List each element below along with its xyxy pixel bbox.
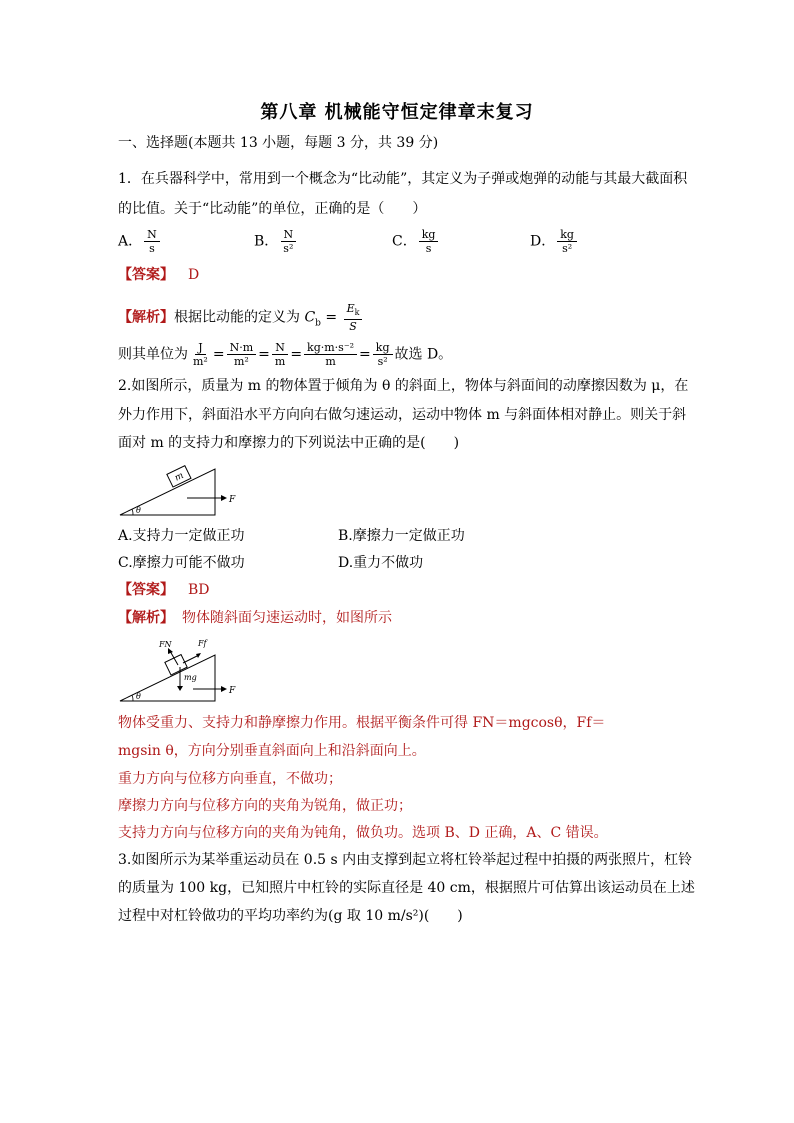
force-diagram	[115, 633, 245, 707]
option-fraction	[144, 228, 160, 255]
unit-fraction	[227, 341, 257, 368]
formula-fraction	[344, 302, 363, 333]
q2-explanation-1: 物体受重力、支持力和静摩擦力作用。根据平衡条件可得 FN＝mgcosθ，Ff＝	[118, 715, 606, 731]
fraction-denominator: s	[149, 242, 155, 255]
angle-arc	[132, 509, 133, 515]
fraction-numerator: N	[281, 228, 297, 242]
answer-value: BD	[188, 582, 210, 598]
fraction-numerator: kg	[557, 228, 577, 242]
unit-fraction	[304, 341, 357, 368]
formula-den: S	[349, 320, 357, 334]
q2-option-a: A.支持力一定做正功	[118, 528, 245, 544]
q2-option-b: B.摩擦力一定做正功	[338, 528, 465, 544]
analysis-tag: 【解析】	[118, 610, 174, 626]
answer-value: D	[188, 267, 200, 283]
option-fraction	[419, 228, 439, 255]
q1-answer	[118, 265, 199, 285]
q2-answer	[118, 580, 210, 600]
formula-lhs: C	[304, 309, 316, 326]
fraction-denominator: m	[325, 355, 336, 368]
friction-label: Ff	[198, 639, 207, 648]
option-letter: A．	[118, 233, 143, 250]
option-letter: C．	[392, 233, 417, 250]
unit-fraction	[190, 341, 211, 368]
fraction-denominator: m	[274, 355, 286, 368]
q2-option-c: C.摩擦力可能不做功	[118, 555, 245, 571]
block-shape	[165, 655, 187, 675]
fraction-denominator: s	[425, 242, 432, 255]
fraction-numerator: kg·m·s⁻²	[304, 341, 357, 355]
angle-arc	[132, 695, 133, 701]
q2-explanation-2: mgsin θ，方向分别垂直斜面向上和沿斜面向上。	[118, 743, 426, 759]
fraction-denominator: s²	[562, 242, 573, 255]
normal-force-label: FN	[159, 640, 172, 649]
q2-line1: 2.如图所示，质量为 m 的物体置于倾角为 θ 的斜面上，物体与斜面间的动摩擦因数为 μ，在	[118, 378, 689, 394]
angle-label: θ	[136, 506, 141, 515]
fraction-numerator: N	[144, 228, 160, 242]
q1-option-b	[254, 228, 298, 255]
option-letter: D．	[530, 233, 556, 250]
formula-sub: b	[315, 318, 321, 329]
q3-line3: 过程中对杠铃做功的平均功率约为(g 取 10 m/s²)( )	[118, 908, 463, 924]
q1-option-a	[118, 228, 162, 255]
q1-unit-derivation: 则其单位为 $\frac{J}{\text{m²}}$ = $\frac{N\cdot m}{\text{m²}}$ = $\frac{N}{m}$ = $\frac{\text{kg·m·s⁻²}}{m}$ = $\frac{kg}{\text{s²}}$ 故选 D。	[118, 341, 453, 368]
option-letter: B．	[254, 233, 279, 250]
analysis-tag: 【解析】	[118, 309, 174, 326]
fraction-denominator: s²	[377, 355, 388, 368]
force-label: F	[229, 495, 236, 505]
fraction-numerator: kg	[373, 341, 393, 355]
angle-label: θ	[136, 692, 141, 701]
q1-line2: 的比值。关于“比动能”的单位，正确的是（ ）	[118, 201, 427, 217]
analysis-text: 物体随斜面匀速运动时，如图所示	[182, 610, 392, 626]
q2-explanation-3: 重力方向与位移方向垂直，不做功；	[118, 771, 342, 787]
unit-prefix: 则其单位为	[118, 346, 188, 363]
q2-line3: 面对 m 的支持力和摩擦力的下列说法中正确的是( )	[118, 435, 460, 451]
option-fraction	[280, 228, 296, 255]
answer-tag: 【答案】	[118, 582, 174, 598]
fraction-numerator: J	[195, 341, 205, 355]
analysis-text: 根据比动能的定义为	[174, 309, 300, 326]
fraction-numerator: N	[272, 341, 288, 355]
q2-explanation-4: 摩擦力方向与位移方向的夹角为锐角，做正功；	[118, 798, 412, 814]
q1-analysis: 【解析】根据比动能的定义为 $C_b$ = $\frac{E_k}{S}$	[118, 302, 364, 333]
incline-figure	[115, 455, 245, 523]
unit-fraction	[373, 341, 393, 368]
friction-arrow	[183, 655, 199, 663]
q2-analysis	[118, 608, 392, 628]
gravity-label: mg	[184, 673, 197, 682]
q2-line2: 外力作用下，斜面沿水平方向向右做匀速运动，运动中物体 m 与斜面体相对静止。则关于斜	[118, 407, 687, 423]
fraction-numerator: kg	[419, 228, 439, 242]
unit-suffix: 故选 D。	[394, 346, 453, 363]
q3-line2: 的质量为 100 kg，已知照片中杠铃的实际直径是 40 cm，根据照片可估算出该运动员在上述	[118, 880, 695, 896]
fraction-numerator: N·m	[227, 341, 257, 355]
arrow-head	[221, 495, 227, 501]
q2-explanation-5: 支持力方向与位移方向的夹角为钝角，做负功。选项 B、D 正确，A、C 错误。	[118, 825, 608, 841]
q1-option-d	[530, 228, 579, 255]
q2-option-d: D.重力不做功	[338, 555, 424, 571]
q1-option-c	[392, 228, 440, 255]
arrow-head	[221, 686, 227, 692]
force-label: F	[229, 686, 236, 696]
formula-num: E	[346, 302, 355, 315]
q1-line1: 1．在兵器科学中，常用到一个概念为“比动能”，其定义为子弹或炮弹的动能与其最大截面积	[118, 171, 688, 187]
q3-line1: 3.如图所示为某举重运动员在 0.5 s 内由支撑到起立将杠铃举起过程中拍摄的两张照片，杠铃	[118, 852, 693, 868]
section-heading: 一、选择题(本题共 13 小题，每题 3 分，共 39 分)	[118, 135, 439, 151]
formula-num-sub: k	[354, 308, 360, 318]
page-title: 第八章 机械能守恒定律章末复习	[260, 102, 534, 123]
answer-tag: 【答案】	[118, 267, 174, 283]
unit-fraction	[272, 341, 288, 368]
arrow-head	[177, 686, 183, 691]
fraction-denominator: s²	[283, 242, 294, 255]
arrow-head	[196, 653, 201, 658]
option-fraction	[557, 228, 577, 255]
fraction-denominator: m²	[233, 355, 249, 368]
fraction-denominator: m²	[193, 355, 208, 368]
block-label: m	[173, 470, 186, 484]
